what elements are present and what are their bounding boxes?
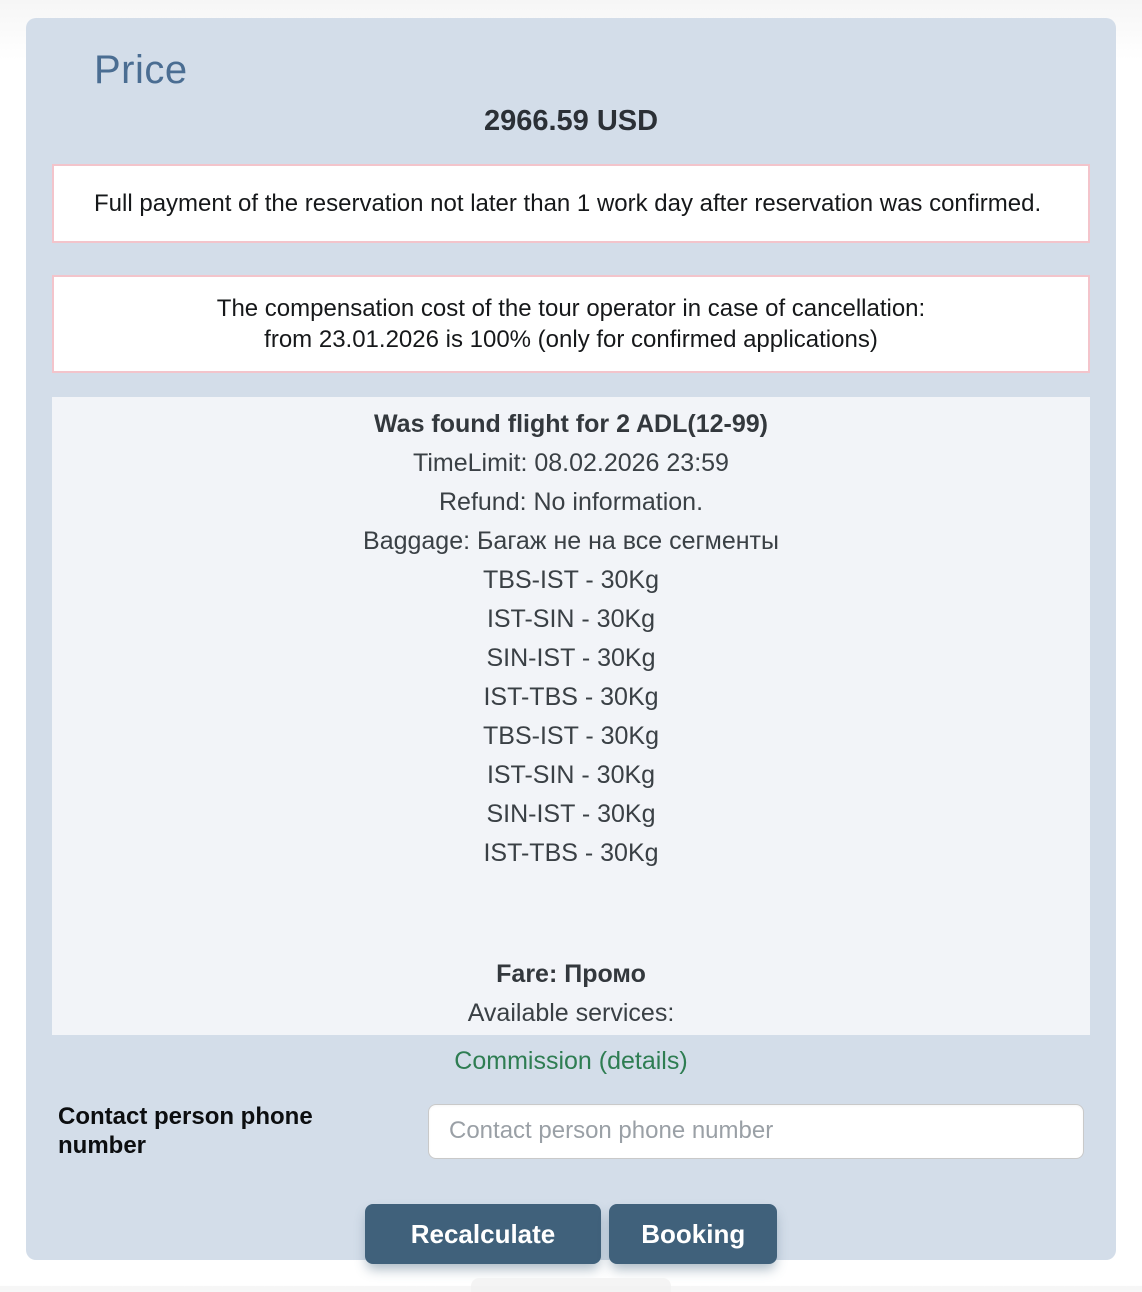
cancellation-notice-line2: from 23.01.2026 is 100% (only for confirmed applications) bbox=[264, 326, 878, 353]
booking-button[interactable]: Booking bbox=[609, 1204, 777, 1264]
flight-info-panel bbox=[52, 397, 1090, 1035]
recalculate-button[interactable]: Recalculate bbox=[365, 1204, 602, 1264]
next-section-edge bbox=[471, 1278, 671, 1292]
contact-phone-input[interactable] bbox=[428, 1104, 1084, 1159]
price-card bbox=[26, 18, 1116, 1260]
baggage-segment: SIN-IST - 30Kg bbox=[486, 644, 656, 672]
commission-row bbox=[52, 1047, 1090, 1076]
fare-name: Fare: Промо bbox=[496, 960, 646, 988]
baggage-segment: TBS-IST - 30Kg bbox=[483, 566, 659, 594]
flight-found-title: Was found flight for 2 ADL(12-99) bbox=[374, 410, 768, 438]
total-price: 2966.59 USD bbox=[483, 105, 659, 137]
refund-info: Refund: No information. bbox=[438, 488, 704, 516]
commission-details-link[interactable]: Commission (details) bbox=[454, 1047, 688, 1075]
payment-notice-text: Full payment of the reservation not later than 1 work day after reservation was confirmed. bbox=[94, 190, 1042, 217]
available-services-label: Available services: bbox=[467, 999, 675, 1027]
baggage-info: Baggage: Багаж не на все сегменты bbox=[363, 527, 779, 555]
page-title: Price bbox=[94, 48, 188, 92]
time-limit: TimeLimit: 08.02.2026 23:59 bbox=[413, 449, 729, 477]
baggage-segment: IST-TBS - 30Kg bbox=[483, 839, 659, 867]
payment-notice bbox=[52, 164, 1090, 243]
actions-row bbox=[52, 1204, 1090, 1264]
baggage-segment: IST-SIN - 30Kg bbox=[486, 761, 656, 789]
baggage-segment: TBS-IST - 30Kg bbox=[483, 722, 659, 750]
baggage-segment: IST-SIN - 30Kg bbox=[486, 605, 656, 633]
cancellation-notice-line1: The compensation cost of the tour operator in case of cancellation: bbox=[216, 295, 926, 322]
baggage-segment: SIN-IST - 30Kg bbox=[486, 800, 656, 828]
cancellation-notice bbox=[52, 275, 1090, 373]
baggage-segment: IST-TBS - 30Kg bbox=[483, 683, 659, 711]
contact-phone-row bbox=[52, 1102, 1090, 1160]
contact-phone-label: Contact person phone number bbox=[58, 1103, 313, 1159]
